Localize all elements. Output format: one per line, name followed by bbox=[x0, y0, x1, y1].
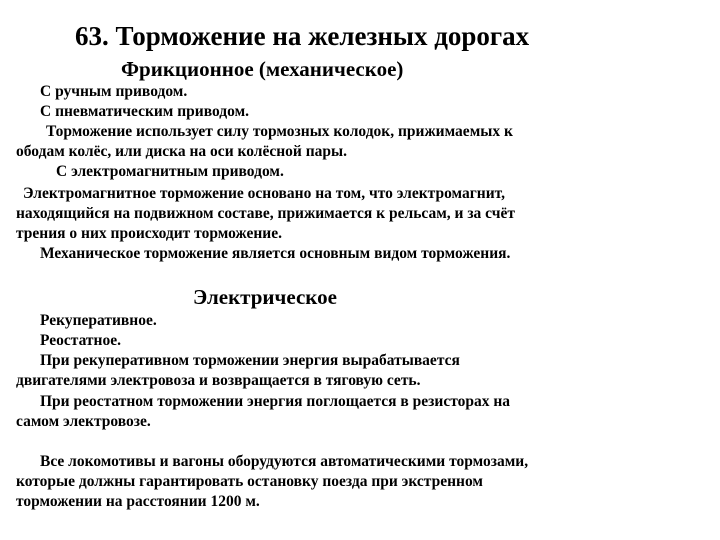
friction-line-5: С электромагнитным приводом. bbox=[56, 163, 284, 180]
friction-heading: Фрикционное (механическое) bbox=[121, 57, 404, 81]
friction-line-3: Торможение использует силу тормозных колодок, прижимаемых к bbox=[46, 123, 513, 140]
friction-line-8: трения о них происходит торможение. bbox=[16, 225, 282, 242]
electric-line-4: двигателями электровоза и возвращается в тяговую сеть. bbox=[16, 372, 421, 389]
friction-line-4: ободам колёс, или диска на оси колёсной пары. bbox=[16, 143, 347, 160]
friction-line-1: С ручным приводом. bbox=[40, 83, 188, 100]
friction-line-9: Механическое торможение является основным видом торможения. bbox=[40, 245, 511, 262]
electric-heading: Электрическое bbox=[193, 285, 337, 309]
closing-line-2: которые должны гарантировать остановку поезда при экстренном bbox=[16, 473, 483, 490]
electric-line-2: Реостатное. bbox=[40, 332, 121, 349]
electric-line-1: Рекуперативное. bbox=[40, 312, 157, 329]
closing-line-3: торможении на расстоянии 1200 м. bbox=[16, 493, 260, 510]
electric-line-6: самом электровозе. bbox=[16, 413, 151, 430]
electric-line-3: При рекуперативном торможении энергия вырабатывается bbox=[40, 352, 460, 369]
electric-line-5: При реостатном торможении энергия поглощается в резисторах на bbox=[40, 393, 511, 410]
closing-line-1: Все локомотивы и вагоны оборудуются автоматическими тормозами, bbox=[40, 453, 529, 470]
page-title: 63. Торможение на железных дорогах bbox=[75, 21, 530, 51]
friction-line-7: находящийся на подвижном составе, прижимается к рельсам, и за счёт bbox=[16, 205, 515, 222]
friction-line-6: Электромагнитное торможение основано на том, что электромагнит, bbox=[23, 185, 505, 202]
friction-line-2: С пневматическим приводом. bbox=[40, 103, 250, 120]
